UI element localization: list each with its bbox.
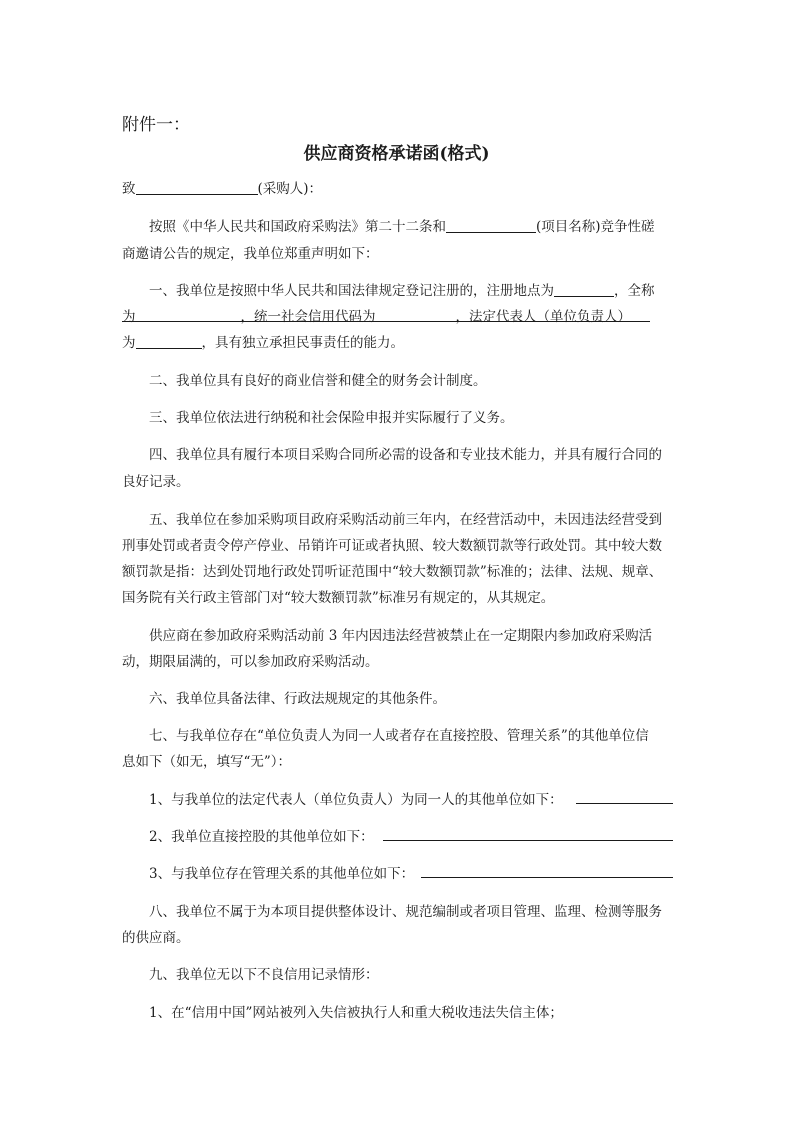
same-rep-units-blank[interactable] <box>576 803 673 804</box>
clause-5-line-1: 五、我单位在参加采购项目政府采购活动前三年内，在经营活动中，未因违法经营受到 <box>149 512 662 528</box>
project-name-blank[interactable] <box>446 218 536 233</box>
clause-8-line-1: 八、我单位不属于为本项目提供整体设计、规范编制或者项目管理、监理、检测等服务 <box>149 904 662 920</box>
intro-text-b: (项目名称)竞争性磋 <box>536 219 655 235</box>
clause-3: 三、我单位依法进行纳税和社会保险申报并实际履行了义务。 <box>149 410 514 426</box>
clause-1-underline <box>122 321 650 322</box>
clause-6: 六、我单位具备法律、行政法规规定的其他条件。 <box>149 691 446 707</box>
clause-8-line-2: 的供应商。 <box>122 930 190 946</box>
clause-1-text-a: 一、我单位是按照中华人民共和国法律规定登记注册的，注册地点为 <box>149 283 554 299</box>
clause-1-text-e: ，法定代表人（单位负责人） <box>455 309 631 325</box>
intro-text-a: 按照《中华人民共和国政府采购法》第二十二条和 <box>149 219 446 235</box>
clause-1-line-2 <box>122 305 631 325</box>
clause-1-text-d: ，统一社会信用代码为 <box>240 309 376 325</box>
managed-units-blank[interactable] <box>421 877 673 878</box>
clause-1-line-3 <box>122 331 404 351</box>
clause-5-line-3: 额罚款是指：达到处罚地行政处罚听证范围中“较大数额罚款”标准的；法律、法规、规章、 <box>122 564 663 580</box>
clause-1-text-g: ，具有独立承担民事责任的能力。 <box>201 335 404 351</box>
clause-9-item-1: 1、在“信用中国”网站被列入失信被执行人和重大税收违法失信主体； <box>149 1005 563 1021</box>
registration-place-blank[interactable] <box>554 282 614 297</box>
clause-2: 二、我单位具有良好的商业信誉和健全的财务会计制度。 <box>149 373 487 389</box>
intro-line-2: 商邀请公告的规定，我单位郑重声明如下： <box>122 246 379 262</box>
attachment-label: 附件一： <box>122 115 190 135</box>
document-title: 供应商资格承诺函(格式) <box>303 144 490 164</box>
addressee-prefix: 致 <box>122 181 136 197</box>
clause-7-item-3: 3、与我单位存在管理关系的其他单位如下： <box>149 866 415 882</box>
addressee-line <box>122 177 322 197</box>
clause-5b-line-1: 供应商在参加政府采购活动前 3 年内因违法经营被禁止在一定期限内参加政府采购活 <box>149 628 653 644</box>
intro-line-1 <box>149 215 655 235</box>
clause-9: 九、我单位无以下不良信用记录情形： <box>149 967 379 983</box>
clause-1-text-b: ，全称 <box>614 283 655 299</box>
clause-1-text-c: 为 <box>122 309 136 325</box>
clause-5-line-4: 国务院有关行政主管部门对“较大数额罚款”标准另有规定的，从其规定。 <box>122 590 555 606</box>
clause-4-line-2: 良好记录。 <box>122 474 190 490</box>
controlled-units-blank[interactable] <box>383 840 673 841</box>
clause-7-line-2: 息如下（如无，填写“无”）： <box>122 754 292 770</box>
legal-rep-blank[interactable] <box>136 334 202 349</box>
purchaser-blank[interactable] <box>136 180 258 195</box>
clause-5b-line-2: 动，期限届满的，可以参加政府采购活动。 <box>122 654 379 670</box>
clause-7-item-1: 1、与我单位的法定代表人（单位负责人）为同一人的其他单位如下： <box>149 792 563 808</box>
clause-1-text-f: 为 <box>122 335 136 351</box>
clause-7-item-2: 2、我单位直接控股的其他单位如下： <box>149 829 374 845</box>
clause-5-line-2: 刑事处罚或者责令停产停业、吊销许可证或者执照、较大数额罚款等行政处罚。其中较大数 <box>122 538 662 554</box>
addressee-suffix: (采购人)： <box>257 181 323 197</box>
clause-7-line-1: 七、与我单位存在“单位负责人为同一人或者存在直接控股、管理关系”的其他单位信 <box>149 728 649 744</box>
clause-1-line-1 <box>149 279 655 299</box>
clause-4-line-1: 四、我单位具有履行本项目采购合同所必需的设备和专业技术能力，并具有履行合同的 <box>149 447 662 463</box>
